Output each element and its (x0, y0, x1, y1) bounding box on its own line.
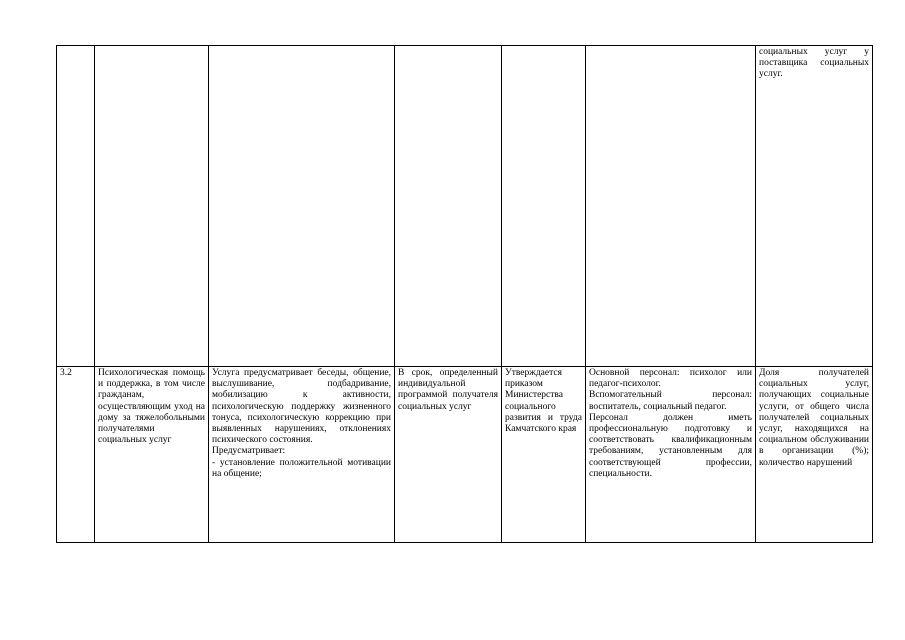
staff-paragraph-1: Основной персонал: психолог или педагог-психолог. (589, 368, 752, 390)
cell-content (209, 367, 395, 543)
cell-indicators: Доля получателей социальных услуг, получающих социальные услуги, от общего числа получателей социальных услуг, находящихся на социальном обслуживании в организации (%); количество нарушений (756, 367, 873, 543)
cell-indicators-continuation: социальных услуг у поставщика социальных услуг. (756, 46, 873, 367)
cell-tariff: Утверждается приказом Министерства социального развития и труда Камчатского края (502, 367, 586, 543)
cell-number: 3.2 (57, 367, 95, 543)
services-table (56, 45, 873, 543)
cell-term-empty (395, 46, 502, 367)
cell-tariff-empty (502, 46, 586, 367)
cell-service-name: Психологическая помощь и поддержка, в том числе гражданам, осуществляющим уход на дому за тяжелобольными получателями социальных услуг (95, 367, 209, 543)
staff-paragraph-3: Персонал должен иметь профессиональную подготовку и соответствовать квалификационным требованиям, установленным для соответствующей профессии, специальности. (589, 412, 752, 479)
cell-content-empty (209, 46, 395, 367)
table-row-continuation (57, 46, 873, 367)
staff-paragraph-2: Вспомогательный персонал: воспитатель, социальный педагог. (589, 390, 752, 412)
cell-number-empty (57, 46, 95, 367)
content-paragraph-1: Услуга предусматривает беседы, общение, выслушивание, подбадривание, мобилизацию к активности, психологическую поддержку жизненного тонуса, психологическую коррекцию при выявленных нарушениях, отклонениях психического состояния. (212, 368, 391, 446)
cell-staff (586, 367, 756, 543)
cell-staff-empty (586, 46, 756, 367)
table-row-3-2 (57, 367, 873, 543)
content-paragraph-2: Предусматривает: (212, 446, 286, 457)
cell-service-name-empty (95, 46, 209, 367)
cell-term: В срок, определенный индивидуальной программой получателя социальных услуг (395, 367, 502, 543)
content-paragraph-3: - установление положительной мотивации на общение; (212, 457, 391, 479)
